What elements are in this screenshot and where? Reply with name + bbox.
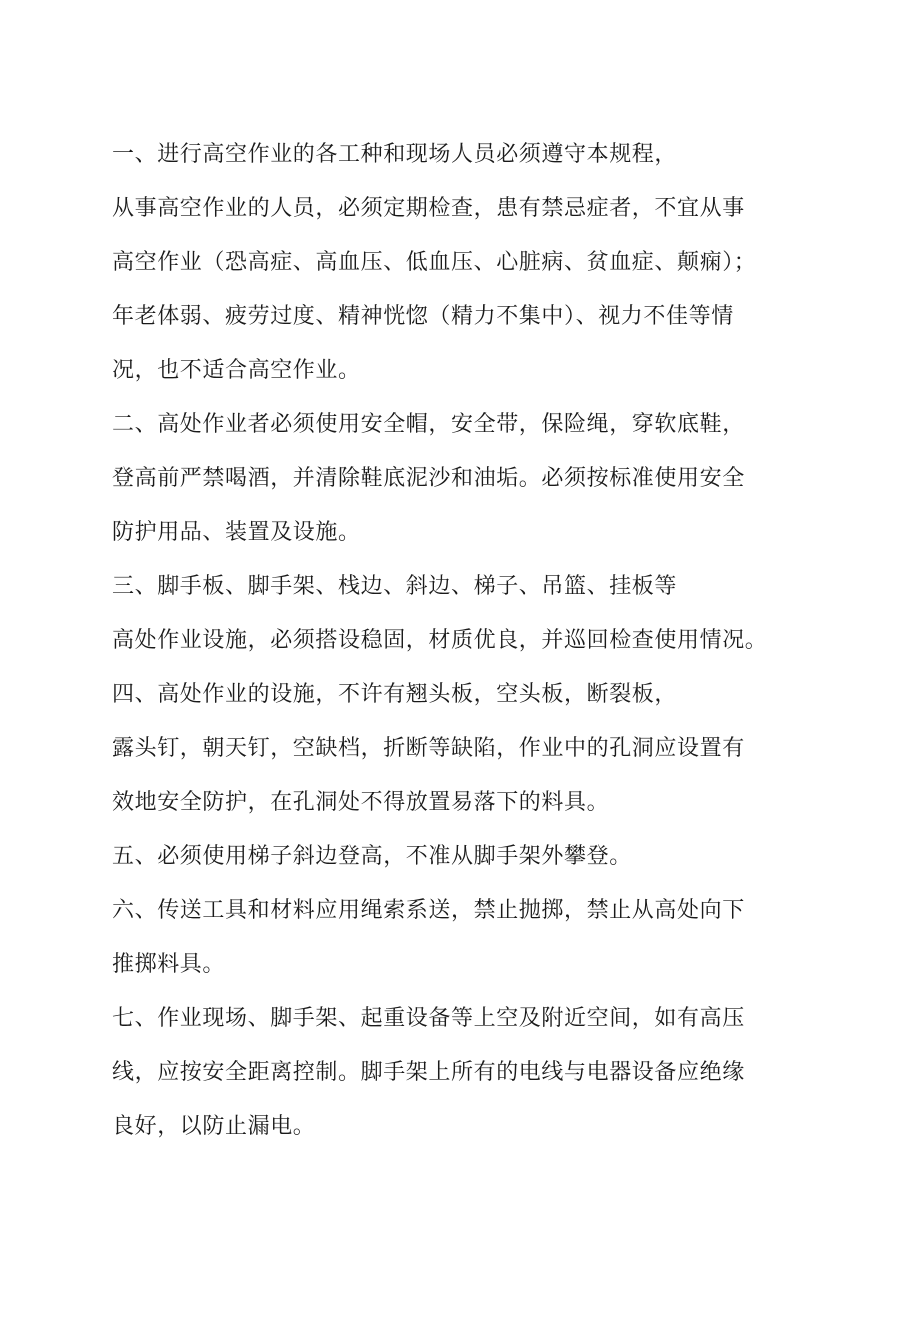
text-line: 高空作业（恐高症、高血压、低血压、心脏病、贫血症、颠痫）；: [112, 250, 757, 275]
text-line: 七、作业现场、脚手架、起重设备等上空及附近空间，如有高压: [112, 1006, 745, 1031]
text-line: 推掷料具。: [112, 952, 226, 977]
text-line: 从事高空作业的人员，必须定期检查，患有禁忌症者，不宜从事: [112, 196, 745, 221]
text-line: 况，也不适合高空作业。: [112, 358, 361, 383]
text-line: 良好，以防止漏电。: [112, 1114, 316, 1139]
text-line: 露头钉，朝天钉，空缺档，折断等缺陷，作业中的孔洞应设置有: [112, 736, 745, 761]
text-line: 年老体弱、疲劳过度、精神恍惚（精力不集中）、视力不佳等情: [112, 304, 734, 329]
text-line: 登高前严禁喝酒，并清除鞋底泥沙和油垢。必须按标准使用安全: [112, 466, 745, 491]
text-line: 高处作业设施，必须搭设稳固，材质优良，并巡回检查使用情况。: [112, 628, 768, 653]
text-line: 线，应按安全距离控制。脚手架上所有的电线与电器设备应绝缘: [112, 1060, 745, 1085]
text-line: 效地安全防护，在孔洞处不得放置易落下的料具。: [112, 790, 610, 815]
text-line: 一、进行高空作业的各工种和现场人员必须遵守本规程，: [112, 142, 678, 167]
text-line: 三、脚手板、脚手架、栈边、斜边、梯子、吊篮、挂板等: [112, 574, 678, 599]
text-line: 五、必须使用梯子斜边登高，不准从脚手架外攀登。: [112, 844, 632, 869]
text-line: 四、高处作业的设施，不许有翘头板，空头板，断裂板，: [112, 682, 678, 707]
document-body: [112, 128, 812, 1154]
text-line: 六、传送工具和材料应用绳索系送，禁止抛掷，禁止从高处向下: [112, 898, 745, 923]
text-line: 防护用品、装置及设施。: [112, 520, 361, 545]
text-line: 二、高处作业者必须使用安全帽，安全带，保险绳，穿软底鞋，: [112, 412, 745, 437]
